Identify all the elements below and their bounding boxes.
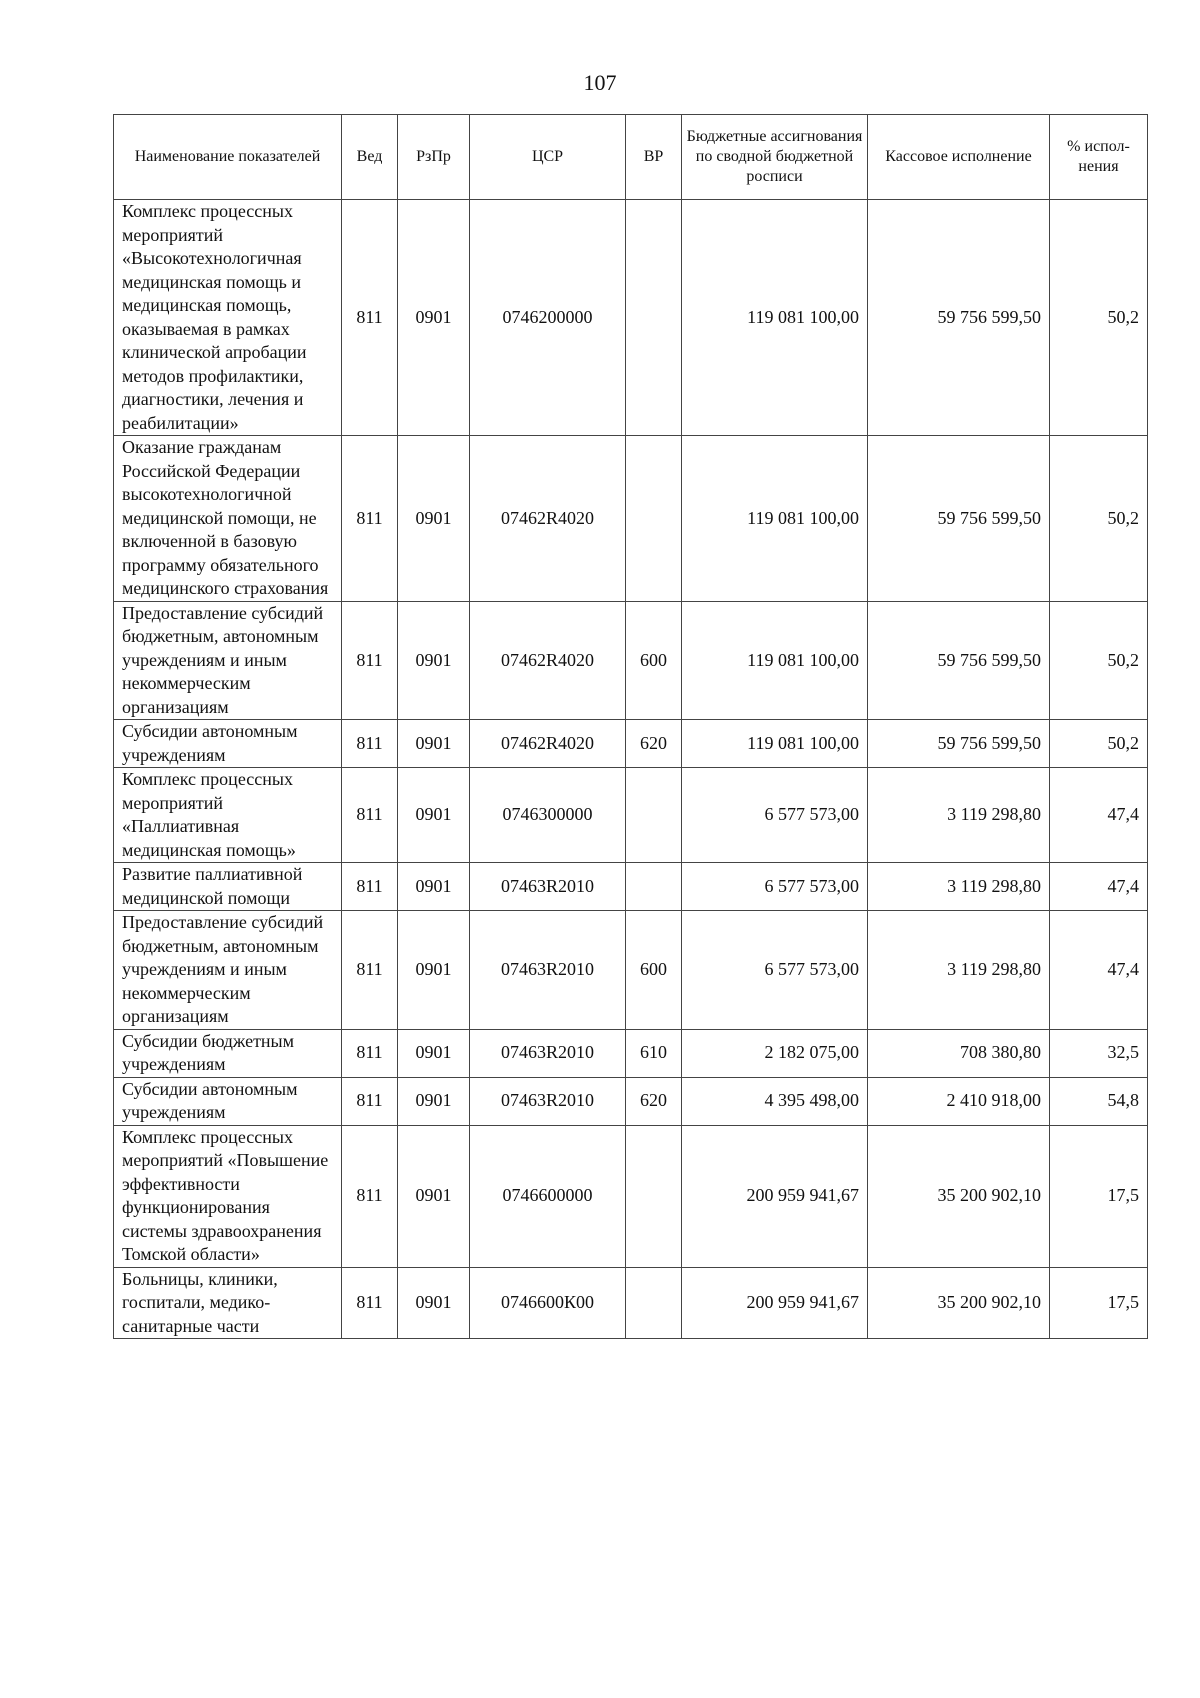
cell-budget: 200 959 941,67 bbox=[682, 1125, 868, 1267]
cell-cash: 3 119 298,80 bbox=[868, 768, 1050, 863]
table-row bbox=[114, 1029, 1148, 1077]
table-row bbox=[114, 720, 1148, 768]
cell-percent: 50,2 bbox=[1050, 436, 1148, 602]
cell-rzpr: 0901 bbox=[398, 1267, 470, 1339]
cell-rzpr: 0901 bbox=[398, 720, 470, 768]
table-row bbox=[114, 911, 1148, 1030]
cell-name: Субсидии автономным учреждениям bbox=[114, 720, 342, 768]
cell-name: Комплекс процессных мероприятий «Повышение эффективности функционирования системы здравоохранения Томской области» bbox=[114, 1125, 342, 1267]
cell-budget: 200 959 941,67 bbox=[682, 1267, 868, 1339]
table-header-row bbox=[114, 115, 1148, 200]
header-percent: % испол-нения bbox=[1050, 115, 1148, 200]
cell-percent: 54,8 bbox=[1050, 1077, 1148, 1125]
cell-percent: 47,4 bbox=[1050, 863, 1148, 911]
cell-budget: 6 577 573,00 bbox=[682, 863, 868, 911]
cell-cash: 59 756 599,50 bbox=[868, 436, 1050, 602]
cell-percent: 47,4 bbox=[1050, 911, 1148, 1030]
cell-vr: 600 bbox=[626, 601, 682, 720]
cell-ved: 811 bbox=[342, 436, 398, 602]
cell-csr: 0746200000 bbox=[470, 200, 626, 436]
table-row bbox=[114, 601, 1148, 720]
header-rzpr: РзПр bbox=[398, 115, 470, 200]
cell-name: Комплекс процессных мероприятий «Высокотехнологичная медицинская помощь и медицинская помощь, оказываемая в рамках клинической апробации методов профилактики, диагностики, лечения и реабилитации» bbox=[114, 200, 342, 436]
cell-rzpr: 0901 bbox=[398, 436, 470, 602]
header-name: Наименование показателей bbox=[114, 115, 342, 200]
cell-rzpr: 0901 bbox=[398, 863, 470, 911]
budget-execution-table bbox=[113, 114, 1148, 1339]
cell-ved: 811 bbox=[342, 200, 398, 436]
table-row bbox=[114, 1077, 1148, 1125]
cell-name: Предоставление субсидий бюджетным, автономным учреждениям и иным некоммерческим организациям bbox=[114, 911, 342, 1030]
cell-vr: 620 bbox=[626, 1077, 682, 1125]
cell-percent: 17,5 bbox=[1050, 1125, 1148, 1267]
cell-rzpr: 0901 bbox=[398, 911, 470, 1030]
cell-ved: 811 bbox=[342, 1125, 398, 1267]
cell-cash: 59 756 599,50 bbox=[868, 720, 1050, 768]
cell-cash: 59 756 599,50 bbox=[868, 601, 1050, 720]
table-row bbox=[114, 436, 1148, 602]
cell-vr bbox=[626, 863, 682, 911]
cell-csr: 07463R2010 bbox=[470, 911, 626, 1030]
cell-csr: 07463R2010 bbox=[470, 863, 626, 911]
header-budget: Бюджетные ассигнования по сводной бюджетной росписи bbox=[682, 115, 868, 200]
cell-rzpr: 0901 bbox=[398, 768, 470, 863]
header-ved: Вед bbox=[342, 115, 398, 200]
cell-budget: 6 577 573,00 bbox=[682, 768, 868, 863]
cell-name: Больницы, клиники, госпитали, медико-санитарные части bbox=[114, 1267, 342, 1339]
cell-budget: 6 577 573,00 bbox=[682, 911, 868, 1030]
cell-vr bbox=[626, 1125, 682, 1267]
cell-vr: 610 bbox=[626, 1029, 682, 1077]
cell-ved: 811 bbox=[342, 768, 398, 863]
cell-csr: 0746300000 bbox=[470, 768, 626, 863]
cell-name: Развитие паллиативной медицинской помощи bbox=[114, 863, 342, 911]
cell-cash: 35 200 902,10 bbox=[868, 1125, 1050, 1267]
cell-percent: 50,2 bbox=[1050, 720, 1148, 768]
cell-cash: 2 410 918,00 bbox=[868, 1077, 1050, 1125]
cell-budget: 4 395 498,00 bbox=[682, 1077, 868, 1125]
cell-vr bbox=[626, 1267, 682, 1339]
cell-percent: 17,5 bbox=[1050, 1267, 1148, 1339]
cell-ved: 811 bbox=[342, 863, 398, 911]
cell-percent: 32,5 bbox=[1050, 1029, 1148, 1077]
cell-cash: 35 200 902,10 bbox=[868, 1267, 1050, 1339]
cell-csr: 07462R4020 bbox=[470, 601, 626, 720]
cell-vr bbox=[626, 436, 682, 602]
table-row bbox=[114, 1125, 1148, 1267]
cell-vr: 620 bbox=[626, 720, 682, 768]
header-cash: Кассовое исполнение bbox=[868, 115, 1050, 200]
cell-csr: 07462R4020 bbox=[470, 436, 626, 602]
cell-ved: 811 bbox=[342, 1029, 398, 1077]
cell-ved: 811 bbox=[342, 601, 398, 720]
table-row bbox=[114, 1267, 1148, 1339]
cell-percent: 50,2 bbox=[1050, 601, 1148, 720]
table-row bbox=[114, 768, 1148, 863]
cell-ved: 811 bbox=[342, 720, 398, 768]
cell-cash: 59 756 599,50 bbox=[868, 200, 1050, 436]
cell-csr: 0746600000 bbox=[470, 1125, 626, 1267]
table-row bbox=[114, 863, 1148, 911]
cell-name: Субсидии бюджетным учреждениям bbox=[114, 1029, 342, 1077]
cell-ved: 811 bbox=[342, 1077, 398, 1125]
cell-name: Предоставление субсидий бюджетным, автономным учреждениям и иным некоммерческим организациям bbox=[114, 601, 342, 720]
cell-vr: 600 bbox=[626, 911, 682, 1030]
cell-rzpr: 0901 bbox=[398, 1077, 470, 1125]
cell-budget: 119 081 100,00 bbox=[682, 436, 868, 602]
table-body bbox=[114, 200, 1148, 1339]
cell-ved: 811 bbox=[342, 1267, 398, 1339]
cell-cash: 3 119 298,80 bbox=[868, 863, 1050, 911]
cell-name: Оказание гражданам Российской Федерации высокотехнологичной медицинской помощи, не включенной в базовую программу обязательного медицинского страхования bbox=[114, 436, 342, 602]
cell-ved: 811 bbox=[342, 911, 398, 1030]
cell-percent: 47,4 bbox=[1050, 768, 1148, 863]
cell-csr: 07463R2010 bbox=[470, 1077, 626, 1125]
cell-rzpr: 0901 bbox=[398, 601, 470, 720]
cell-name: Комплекс процессных мероприятий «Паллиативная медицинская помощь» bbox=[114, 768, 342, 863]
header-csr: ЦСР bbox=[470, 115, 626, 200]
page-number: 107 bbox=[583, 70, 617, 95]
cell-rzpr: 0901 bbox=[398, 1125, 470, 1267]
cell-vr bbox=[626, 200, 682, 436]
cell-rzpr: 0901 bbox=[398, 200, 470, 436]
cell-budget: 119 081 100,00 bbox=[682, 720, 868, 768]
cell-csr: 07463R2010 bbox=[470, 1029, 626, 1077]
cell-budget: 2 182 075,00 bbox=[682, 1029, 868, 1077]
cell-cash: 3 119 298,80 bbox=[868, 911, 1050, 1030]
table-row bbox=[114, 200, 1148, 436]
header-vr: ВР bbox=[626, 115, 682, 200]
cell-cash: 708 380,80 bbox=[868, 1029, 1050, 1077]
cell-percent: 50,2 bbox=[1050, 200, 1148, 436]
cell-budget: 119 081 100,00 bbox=[682, 601, 868, 720]
cell-csr: 07462R4020 bbox=[470, 720, 626, 768]
cell-csr: 0746600К00 bbox=[470, 1267, 626, 1339]
cell-rzpr: 0901 bbox=[398, 1029, 470, 1077]
cell-name: Субсидии автономным учреждениям bbox=[114, 1077, 342, 1125]
cell-vr bbox=[626, 768, 682, 863]
cell-budget: 119 081 100,00 bbox=[682, 200, 868, 436]
